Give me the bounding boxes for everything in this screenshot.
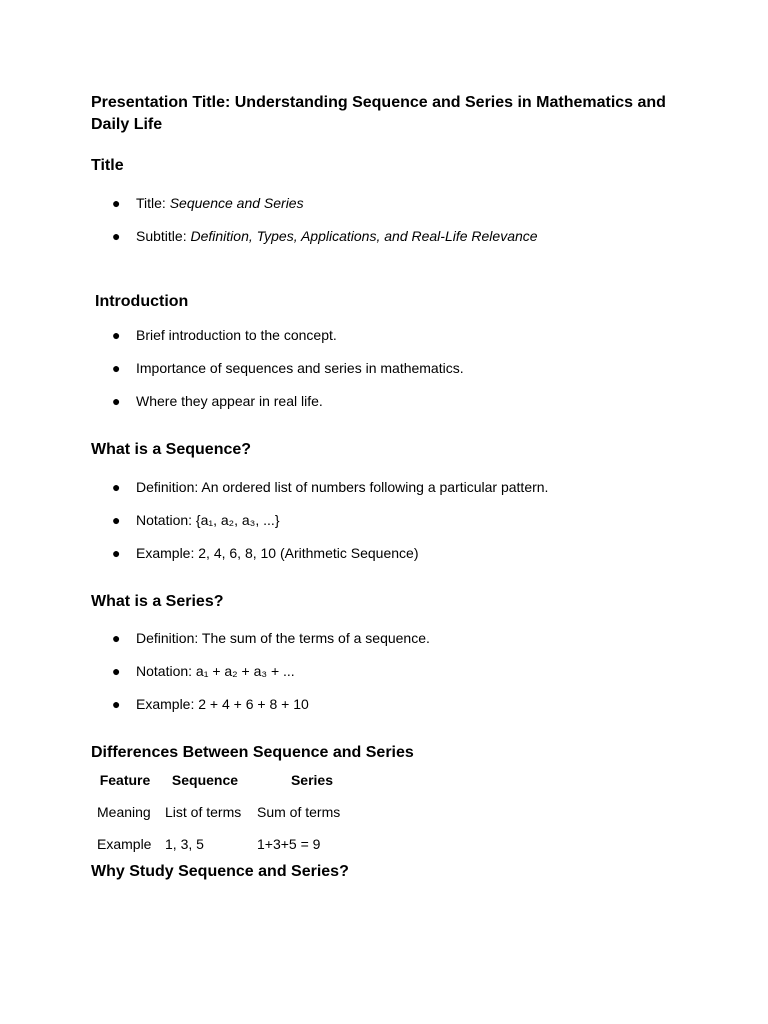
- section-heading-differences: Differences Between Sequence and Series: [91, 744, 414, 761]
- bullet-icon: ●: [112, 663, 121, 679]
- table-header-cell: Series: [290, 772, 334, 788]
- bullet-icon: ●: [112, 479, 121, 495]
- table-header-cell: Sequence: [171, 772, 239, 788]
- table-cell: Example: [97, 836, 152, 852]
- section-heading-series: What is a Series?: [91, 593, 224, 610]
- table-cell: Meaning: [97, 804, 151, 820]
- table-row: [91, 802, 373, 834]
- list-item-text: Example: 2, 4, 6, 8, 10 (Arithmetic Sequence): [136, 545, 419, 561]
- item-italic: Sequence and Series: [169, 195, 304, 211]
- list-item-text: Brief introduction to the concept.: [136, 327, 337, 343]
- list-item: [0, 478, 768, 511]
- table-header-row: [91, 770, 373, 802]
- series-bullet-list: [0, 629, 768, 728]
- list-item-text: Importance of sequences and series in mathematics.: [136, 360, 464, 376]
- list-item-text: Definition: An ordered list of numbers following a particular pattern.: [136, 479, 549, 495]
- sequence-bullet-list: [0, 478, 768, 577]
- bullet-icon: ●: [112, 393, 121, 409]
- differences-table: [91, 770, 373, 866]
- list-item: [0, 662, 768, 695]
- bullet-icon: ●: [112, 696, 121, 712]
- table-header-cell: Feature: [99, 772, 151, 788]
- list-item: [0, 359, 768, 392]
- table-cell: 1, 3, 5: [165, 836, 204, 852]
- introduction-bullet-list: [0, 326, 768, 425]
- document-title: Presentation Title: Understanding Sequence and Series in Mathematics and Daily Life: [91, 94, 666, 133]
- list-item-text: Example: 2 + 4 + 6 + 8 + 10: [136, 696, 309, 712]
- list-item: [0, 695, 768, 728]
- title-bullet-list: [0, 194, 768, 260]
- list-item: [0, 227, 768, 260]
- bullet-icon: ●: [112, 327, 121, 343]
- bullet-icon: ●: [112, 195, 121, 211]
- list-item-text: Definition: The sum of the terms of a sequence.: [136, 630, 430, 646]
- list-item: [0, 392, 768, 425]
- item-italic: Definition, Types, Applications, and Real-Life Relevance: [190, 228, 538, 244]
- item-prefix: Title:: [136, 195, 170, 211]
- list-item-text: Notation: {a₁, a₂, a₃, ...}: [136, 512, 280, 528]
- table-cell: 1+3+5 = 9: [257, 836, 321, 852]
- section-heading-why-study: Why Study Sequence and Series?: [91, 863, 349, 880]
- list-item: [0, 544, 768, 577]
- bullet-icon: ●: [112, 630, 121, 646]
- section-heading-title: Title: [91, 157, 124, 174]
- table-cell: Sum of terms: [257, 804, 341, 820]
- list-item: [0, 326, 768, 359]
- section-heading-introduction: Introduction: [95, 293, 189, 310]
- bullet-icon: ●: [112, 360, 121, 376]
- bullet-icon: ●: [112, 545, 121, 561]
- list-item: [0, 511, 768, 544]
- bullet-icon: ●: [112, 228, 121, 244]
- list-item-text: Where they appear in real life.: [136, 393, 323, 409]
- item-prefix: Subtitle:: [136, 228, 191, 244]
- list-item: [0, 194, 768, 227]
- bullet-icon: ●: [112, 512, 121, 528]
- section-heading-sequence: What is a Sequence?: [91, 441, 252, 458]
- list-item-text: Notation: a₁ + a₂ + a₃ + ...: [136, 663, 295, 679]
- list-item: [0, 629, 768, 662]
- table-cell: List of terms: [165, 804, 242, 820]
